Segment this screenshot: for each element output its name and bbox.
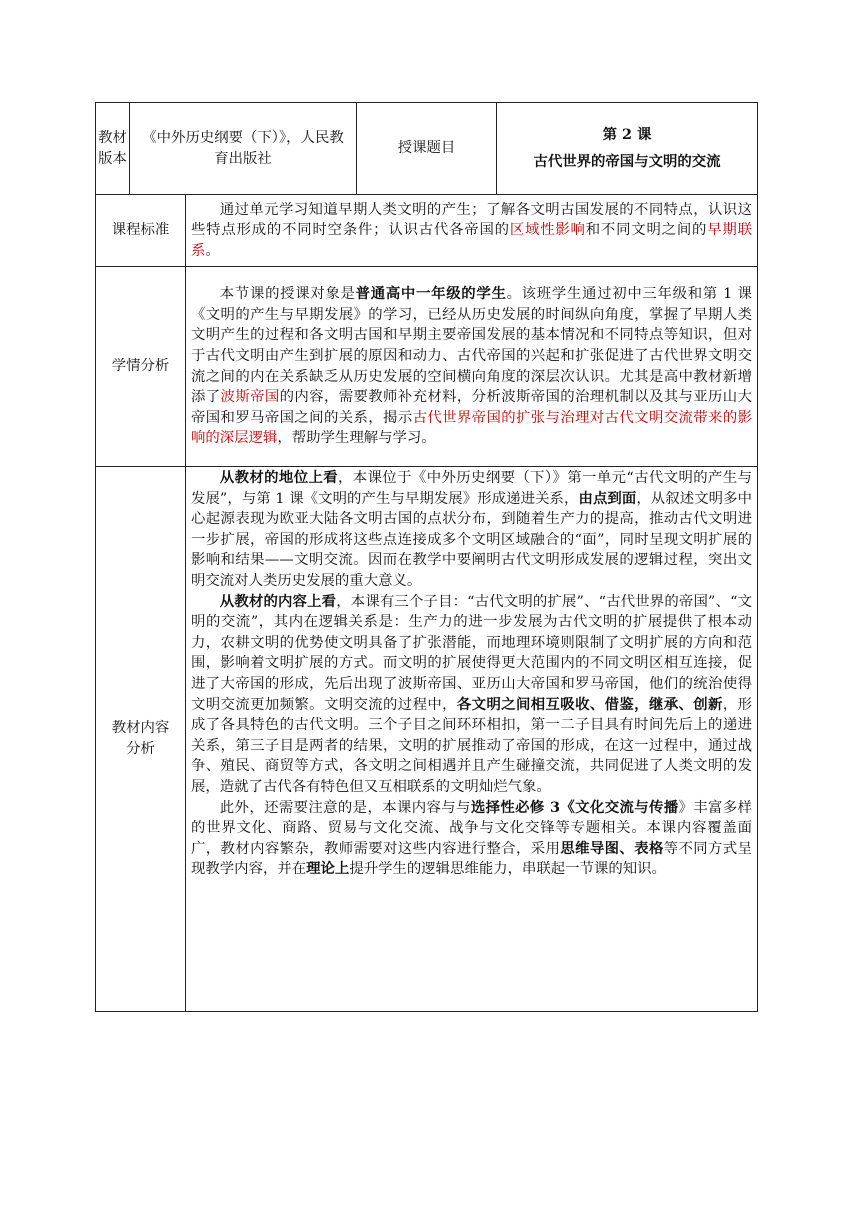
textbook-row (96, 467, 758, 1012)
topic-label: 授课题目 (357, 103, 497, 195)
lesson-plan (95, 102, 757, 1012)
standard-row (96, 195, 758, 267)
highlight-logic: 古代世界帝国的扩张与治理对古代文明交流带来的影响的深层逻辑 (191, 409, 752, 447)
textbook-edition: 《中外历史纲要（下）》，人民教育出版社 (130, 103, 357, 195)
analysis-paragraph-2: 从教材的内容上看，本课有三个子目：“古代文明的扩展”、“古代世界的帝国”、“文明的交流”，其内在逻辑关系是：生产力的进一步发展为古代文明的扩展提供了根本动力，农耕文明的优势使文明具备了扩张潜能，而地理环境则限制了文明扩展的方向和范围，影响着文明扩展的方式。而文明的扩展使得更大范围内的不同文明区相互连接，促进了大帝国的形成，先后出现了波斯帝国、亚历山大帝国和罗马帝国，他们的统治使得文明交流更加频繁。文明交流的过程中，各文明之间相互吸收、借鉴，继承、创新，形成了各具特色的古代文明。三个子目之间环环相扣，第一二子目具有时间先后上的递进关系，第三子目是两者的结果，文明的扩展推动了帝国的形成，在这一过程中，通过战争、殖民、商贸等方式，各文明之间相遇并且产生碰撞交流，共同促进了人类文明的发展，造就了古代各有特色但又互相联系的文明灿烂气象。 (191, 592, 752, 795)
learner-label: 学情分析 (96, 267, 186, 467)
analysis-paragraph-3: 此外，还需要注意的是，本课内容与与选择性必修 3《文化交流与传播》丰富多样的世界文化、商路、贸易与文化交流、战争与文化交锋等专题相关。本课内容覆盖面广，教材内容繁杂，教师需要对这些内容进行整合，采用思维导图、表格等不同方式呈现教学内容，并在理论上提升学生的逻辑思维能力，串联起一节课的知识。 (191, 798, 752, 878)
textbook-label: 教材内容分析 (96, 467, 186, 1012)
learner-row (96, 267, 758, 467)
highlight-persia: 波斯帝国 (220, 389, 280, 406)
highlight-early-link: 早期联系 (191, 222, 752, 259)
learner-text: 本节课的授课对象是普通高中一年级的学生。该班学生通过初中三年级和第 1 课《文明的产生与早期发展》的学习，已经从历史发展的时间纵向角度，掌握了早期人类文明产生的过程和各文明古国和早期主要帝国发展的基本情况和不同特点等知识，但对于古代文明由产生到扩展的原因和动力、古代帝国的兴起和扩张促进了古代世界文明交流之间的内在关系缺乏从历史发展的空间横向角度的深层次认识。尤其是高中教材新增添了波斯帝国的内容，需要教师补充材料，分析波斯帝国的治理机制以及其与亚历山大帝国和罗马帝国之间的关系，揭示古代世界帝国的扩张与治理对古代文明交流带来的影响的深层逻辑，帮助学生理解与学习。 (186, 267, 758, 467)
lesson-title: 古代世界的帝国与文明的交流 (533, 152, 721, 170)
lesson-title-cell (497, 103, 758, 195)
analysis-paragraph-1: 从教材的地位上看，本课位于《中外历史纲要（下）》第一单元“古代文明的产生与发展”，与第 1 课《文明的产生与早期发展》形成递进关系，由点到面，从叙述文明多中心起源表现为欧亚大陆各文明古国的点状分布，到随着生产力的提高，推动古代文明进一步扩展，帝国的形成将这些点连接成多个文明区域融合的“面”，同时呈现文明扩展的影响和结果——文明交流。因而在教学中要阐明古代文明形成发展的逻辑过程，突出文明交流对人类历史发展的重大意义。 (191, 469, 752, 589)
textbook-analysis (186, 467, 758, 1012)
lesson-plan-table (95, 102, 758, 1012)
highlight-regional: 区域性影响 (509, 222, 586, 239)
lesson-number: 第 2 课 (602, 125, 652, 143)
standard-label: 课程标准 (96, 195, 186, 267)
standard-text: 通过单元学习知道早期人类文明的产生；了解各文明古国发展的不同特点，认识这些特点形成的不同时空条件；认识古代各帝国的区域性影响和不同文明之间的早期联系。 (186, 195, 758, 267)
header-row (96, 103, 758, 195)
version-label: 教材版本 (96, 103, 130, 195)
